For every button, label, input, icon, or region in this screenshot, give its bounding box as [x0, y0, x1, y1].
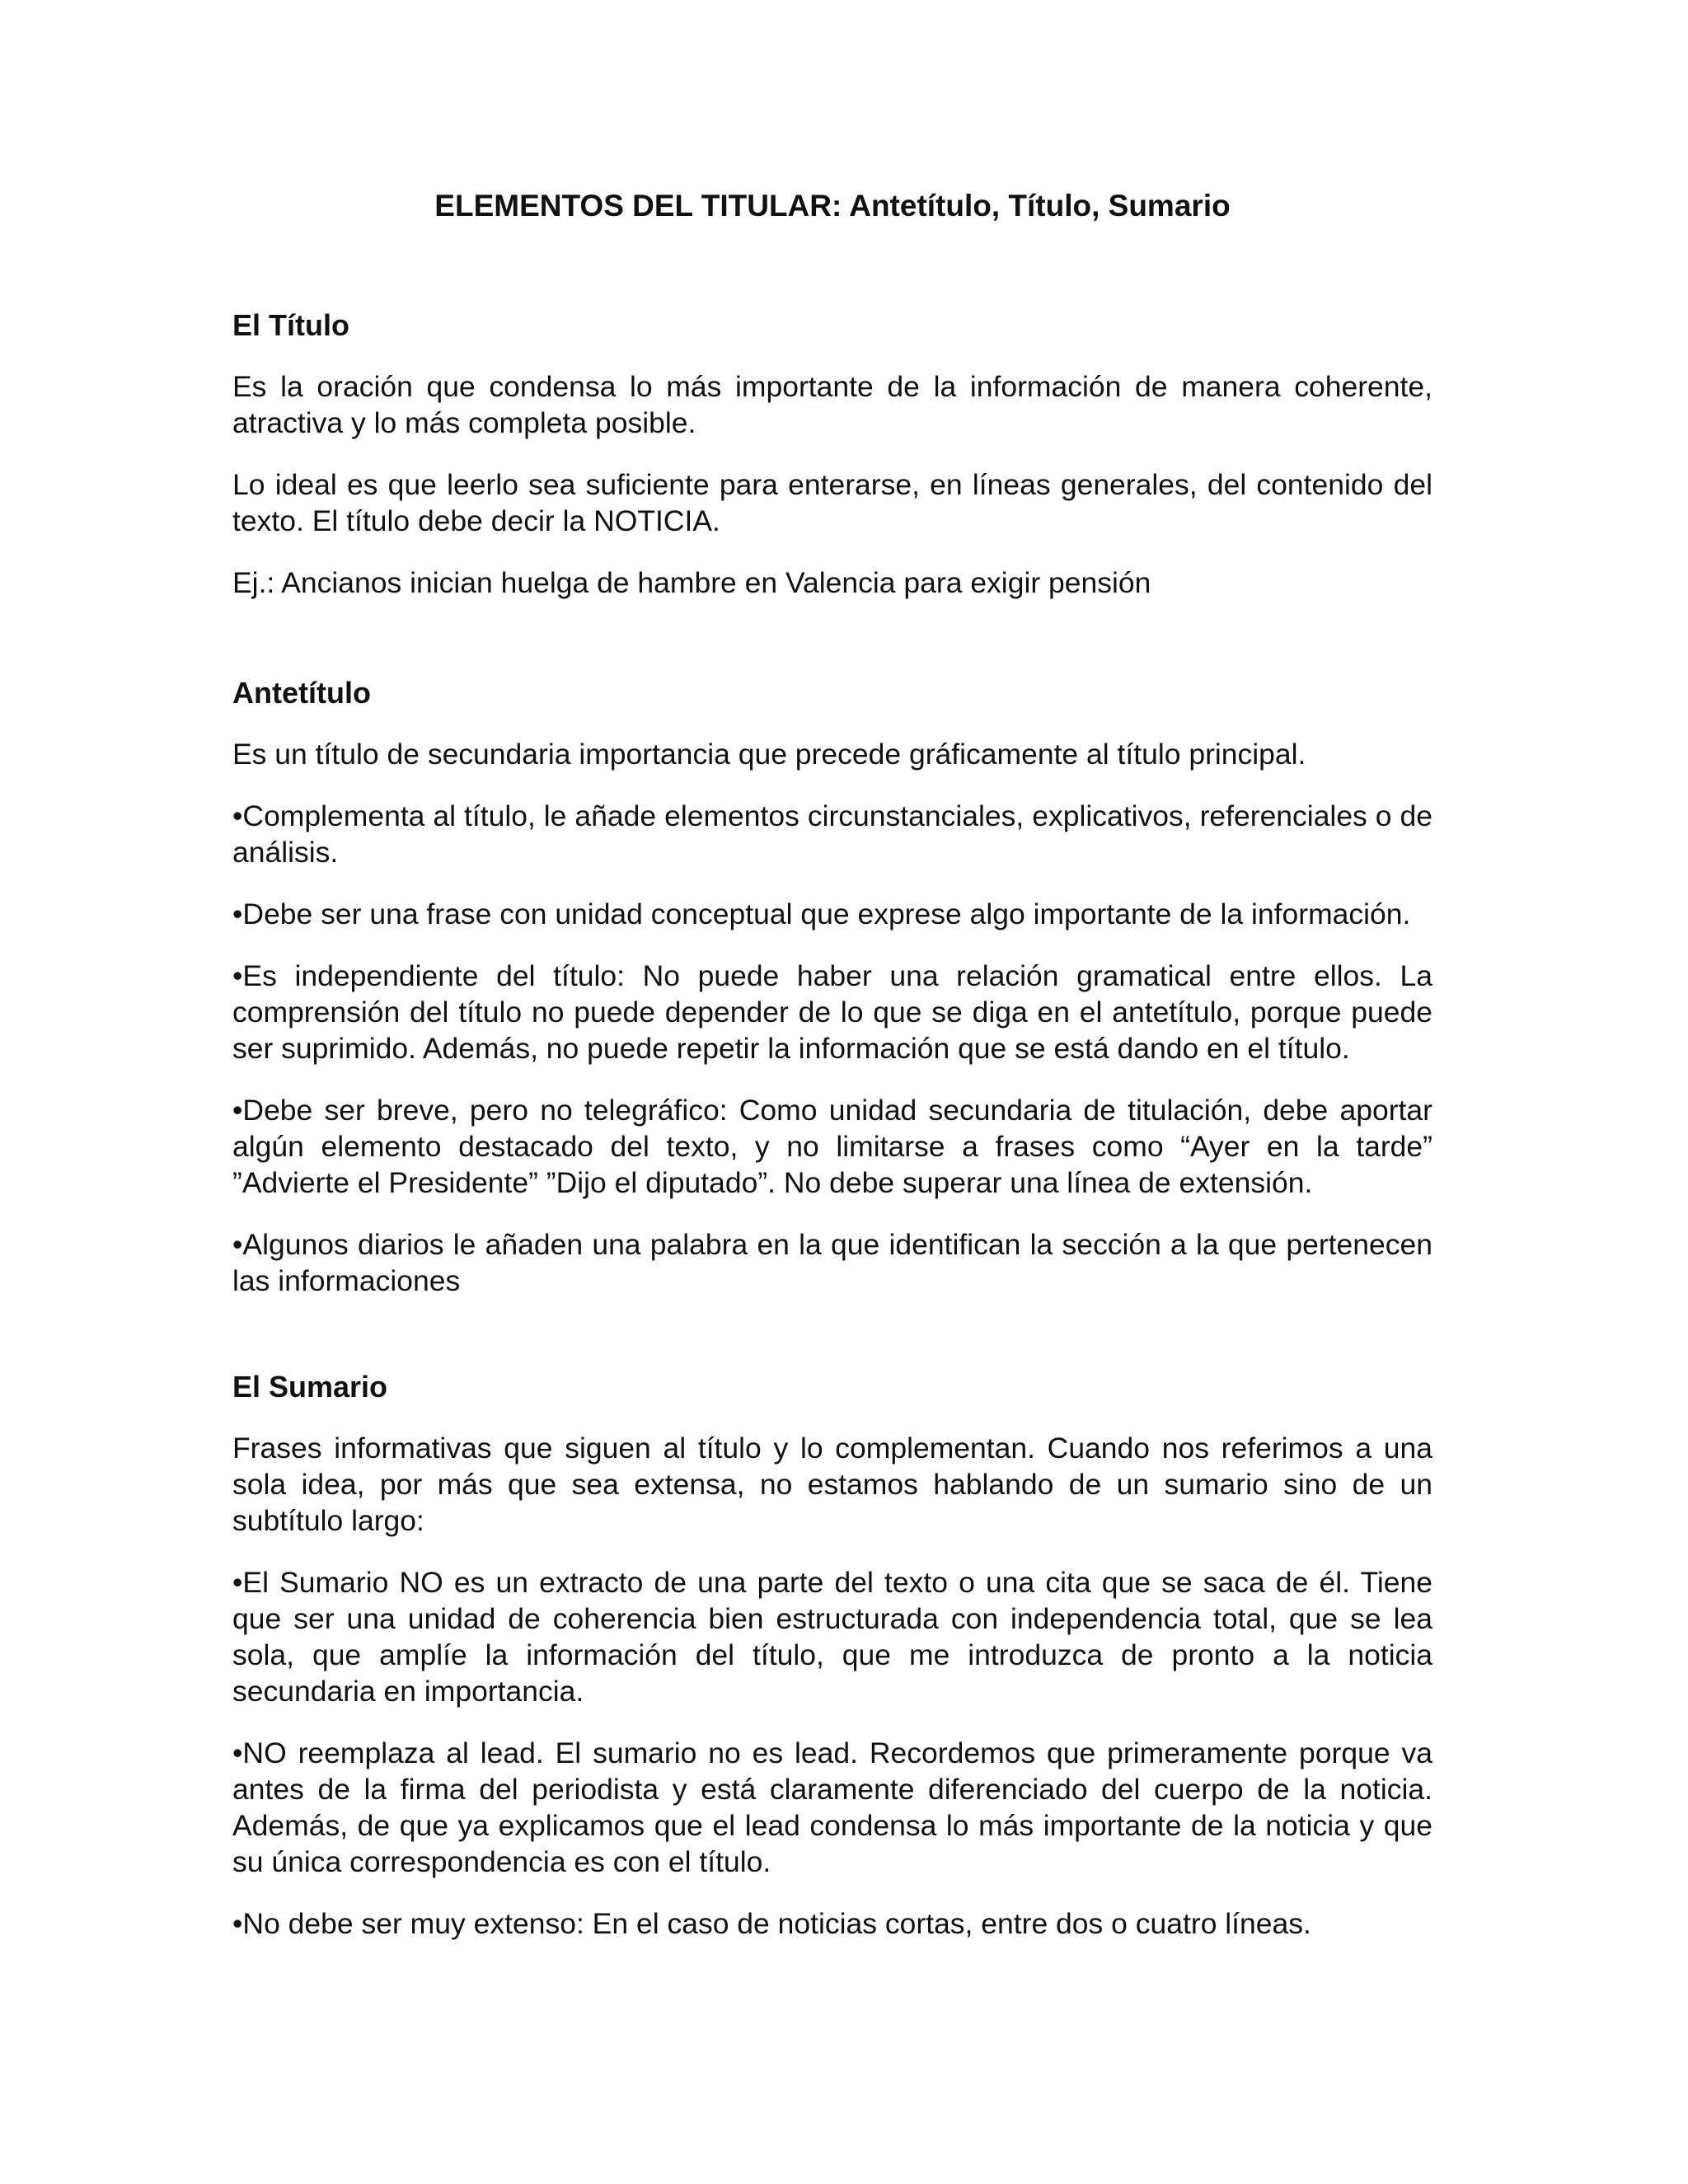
bullet-paragraph: •Algunos diarios le añaden una palabra en la que identifican la sección a la que pertenecen las informaciones [232, 1228, 1432, 1297]
bullet-paragraph: •NO reemplaza al lead. El sumario no es lead. Recordemos que primeramente porque va antes de la firma del periodista y está claramente diferenciado del cuerpo de la noticia. Además, de que ya explicamos que el lead condensa lo más importante de la noticia y que su única correspondencia es con el título. [232, 1736, 1432, 1878]
bullet-paragraph: •Debe ser breve, pero no telegráfico: Como unidad secundaria de titulación, debe aportar algún elemento destacado del texto, y no limitarse a frases como “Ayer en la tarde” ”Advierte el Presidente” ”Dijo el diputado”. No debe superar una línea de extensión. [232, 1094, 1432, 1199]
paragraph: Es la oración que condensa lo más importante de la información de manera coherente, atractiva y lo más completa posible. [232, 370, 1432, 439]
bullet-paragraph: •No debe ser muy extenso: En el caso de noticias cortas, entre dos o cuatro líneas. [232, 1907, 1311, 1940]
paragraph: Lo ideal es que leerlo sea suficiente para enterarse, en líneas generales, del contenido del texto. El título debe decir la NOTICIA. [232, 468, 1432, 537]
paragraph: Es un título de secundaria importancia que precede gráficamente al título principal. [232, 738, 1306, 771]
section-heading-antetitulo: Antetítulo [232, 676, 371, 710]
example-paragraph: Ej.: Ancianos inician huelga de hambre en Valencia para exigir pensión [232, 566, 1151, 599]
bullet-paragraph: •Complementa al título, le añade elementos circunstanciales, explicativos, referenciales o de análisis. [232, 799, 1432, 869]
document-title: ELEMENTOS DEL TITULAR: Antetítulo, Título, Sumario [434, 189, 1231, 223]
bullet-paragraph: •El Sumario NO es un extracto de una parte del texto o una cita que se saca de él. Tiene que ser una unidad de coherencia bien estructurada con independencia total, que se lea sola, que amplíe la información del título, que me introduzca de pronto a la noticia secundaria en importancia. [232, 1566, 1432, 1708]
bullet-paragraph: •Es independiente del título: No puede haber una relación gramatical entre ellos. La comprensión del título no puede depender de lo que se diga en el antetítulo, porque puede ser suprimido. Además, no puede repetir la información que se está dando en el título. [232, 959, 1432, 1065]
section-antetitulo [232, 675, 1432, 1324]
document-page [232, 0, 1432, 2184]
section-sumario [232, 1369, 1432, 1967]
bullet-paragraph: •Debe ser una frase con unidad conceptual que exprese algo importante de la información. [232, 898, 1411, 930]
section-titulo [232, 307, 1432, 626]
section-heading-sumario: El Sumario [232, 1370, 388, 1404]
paragraph: Frases informativas que siguen al título y lo complementan. Cuando nos referimos a una sola idea, por más que sea extensa, no estamos hablando de un sumario sino de un subtítulo largo: [232, 1432, 1432, 1537]
section-heading-titulo: El Título [232, 308, 349, 342]
